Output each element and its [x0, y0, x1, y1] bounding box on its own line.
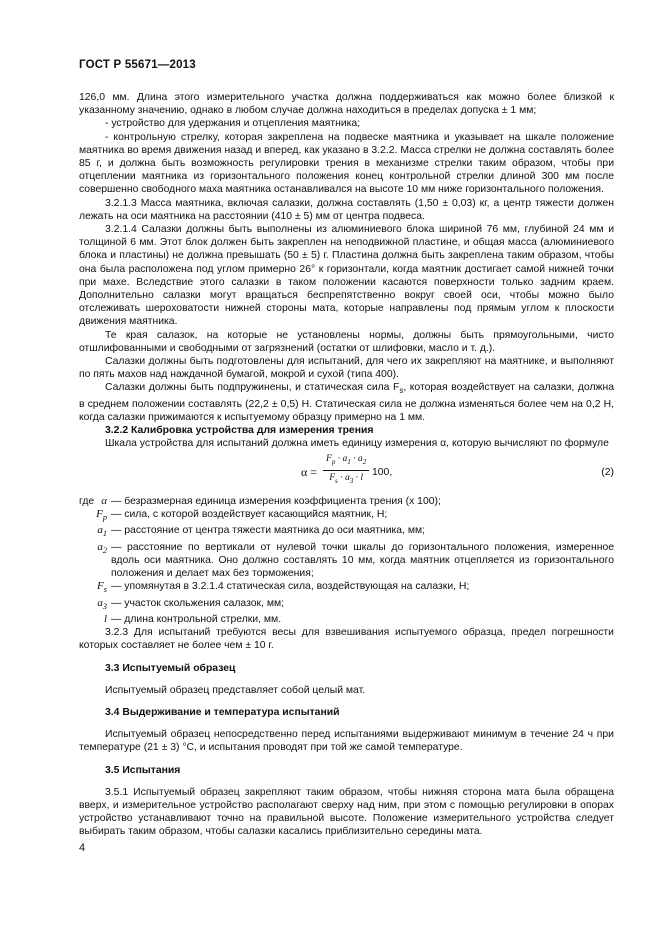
definition-symbol: l	[103, 612, 107, 625]
paragraph: Салазки должны быть подпружинены, и статическая сила $F_s$, которая воздействует на салазки, должна в среднем положении составлять (22,2 ± 0,5) Н. Статическая сила не должна изменяться более чем на 0,2 Н, когда салазки прижимаются к испытуемому образцу примерно на 1 мм.	[79, 382, 615, 423]
section-heading: 3.3 Испытуемый образец	[105, 662, 236, 674]
definition-text: — сила, с которой воздействует касающийся маятник, Н;	[111, 508, 388, 520]
definition-text: — участок скольжения салазок, мм;	[111, 597, 285, 609]
formula-denominator: $F_s \cdot a_3 \cdot l$	[329, 472, 364, 485]
paragraph: Салазки должны быть подготовлены для испытаний, для чего их закрепляют на маятнике, и выполняют по пять махов над наждачной бумагой, мокрой и сухой (типа 400).	[79, 356, 614, 381]
formula-factor: 100,	[372, 466, 393, 478]
definitions-list	[79, 495, 614, 627]
definition-item	[79, 524, 614, 540]
definition-symbol: $F_s$	[97, 580, 107, 595]
list-item: - устройство для удержания и отцепления маятника;	[105, 118, 361, 130]
definition-symbol: $a_1$	[97, 524, 107, 539]
definition-text: — расстояние от центра тяжести маятника до оси маятника, мм;	[111, 525, 426, 537]
definition-text: — безразмерная единица измерения коэффициента трения (х 100);	[111, 495, 441, 507]
paragraph: Испытуемый образец представляет собой целый мат.	[105, 684, 366, 696]
definition-item	[79, 597, 614, 613]
section-heading: 3.2.2 Калибровка устройства для измерения трения	[105, 425, 374, 437]
definition-symbol: α	[101, 494, 107, 507]
formula-fraction	[323, 453, 369, 488]
definitions-where: где	[79, 495, 95, 507]
definition-text: — упомянутая в 3.2.1.4 статическая сила, воздействующая на салазки, Н;	[111, 581, 470, 593]
section-heading: 3.5 Испытания	[105, 764, 181, 776]
definition-text: — длина контрольной стрелки, мм.	[111, 613, 282, 625]
paragraph: 126,0 мм. Длина этого измерительного участка должна поддерживаться как можно более близкой к указанному значению, однако в любом случае должна находиться в пределах допуска ± 1 мм;	[79, 92, 614, 117]
paragraph: Шкала устройства для испытаний должна иметь единицу измерения α, которую вычисляют по формуле	[105, 438, 609, 450]
definition-item	[79, 508, 614, 524]
page-number: 4	[79, 842, 86, 854]
list-item: - контрольную стрелку, которая закреплена на подвеске маятника и указывает на шкале положение маятника во время движения назад и вперед, как указано в 3.2.2. Масса стрелки не должна составлять более 85 г, и должна быть возможность регулировки трения в механизме стрелки таким образом, чтобы при отцеплении маятника из горизонтального положения конец контрольной стрелки длиной 300 мм после совершенно свободного маха маятника останавливался на высоте 10 мм ниже горизонтального положения.	[79, 131, 614, 196]
paragraph: 3.2.1.4 Салазки должны быть выполнены из алюминиевого блока шириной 76 мм, глубиной 24 мм и толщиной 6 мм. Этот блок должен быть закреплен на неподвижной пластине, и общая масса (алюминиевого блока и пластины) не должна превышать (50 ± 5) г. Пластина должна быть закреплена таким образом, чтобы она была расположена под углом примерно 26° к горизонтали, когда маятник достигает самой нижней точки при махе. Вследствие этого салазки в таком положении касаются поверхности только задним краем. Дополнительно салазки могут вращаться беспрепятственно вокруг своей оси, чтобы можно было отслеживать шероховатости нижней стороны мата, которые направлены под прямым углом к плоскости движения маятника.	[79, 224, 614, 328]
definition-text: — расстояние по вертикали от нулевой точки шкалы до горизонтального положения, измеренное вдоль оси маятника. Оно должно составлять 10 мм, когда маятник отцепляется из горизонтального положения и делает мах без торможения;	[111, 541, 614, 579]
definition-symbol: $a_3$	[97, 596, 107, 611]
paragraph: 3.5.1 Испытуемый образец закрепляют таким образом, чтобы нижняя сторона мата была обращена вверх, и измерительное устройство располагают сверху над ним, при этом с помощью регулировки в опорах устройство устанавливают точно на правильной высоте. Положение измерительного устройства следует выбирать таким образом, чтобы салазки касались приблизительно середины мата.	[79, 786, 614, 838]
section-heading: 3.4 Выдерживание и температура испытаний	[105, 706, 340, 718]
paragraph: 3.2.1.3 Масса маятника, включая салазки, должна составлять (1,50 ± 0,03) кг, а центр тяжести должен лежать на оси маятника на расстоянии (410 ± 5) мм от центра подвеса.	[79, 197, 614, 222]
document-header: ГОСТ Р 55671—2013	[79, 59, 196, 71]
definition-item	[79, 580, 614, 596]
document-body	[79, 91, 614, 839]
definition-item	[79, 541, 614, 581]
formula-alpha: α =	[301, 464, 318, 479]
definition-item	[79, 495, 614, 508]
equation-number: (2)	[601, 466, 614, 478]
formula-numerator: $F_p \cdot a_1 \cdot a_2$	[323, 453, 369, 471]
definition-symbol: $a_2$	[97, 540, 107, 555]
definition-symbol: $F_p$	[96, 507, 107, 522]
formula	[79, 451, 614, 495]
paragraph: 3.2.3 Для испытаний требуются весы для взвешивания испытуемого образца, предел погрешности которых составляет не более чем ± 10 г.	[79, 627, 614, 652]
definition-item	[79, 613, 614, 626]
paragraph: Те края салазок, на которые не установлены нормы, должны быть прямоугольными, чисто отшлифованными и свободными от загрязнений (остатки от шлифовки, масло и т. д.).	[79, 329, 614, 354]
paragraph: Испытуемый образец непосредственно перед испытаниями выдерживают минимум в течение 24 ч при температуре (21 ± 3) °С, и испытания проводят при той же самой температуре.	[79, 729, 614, 754]
